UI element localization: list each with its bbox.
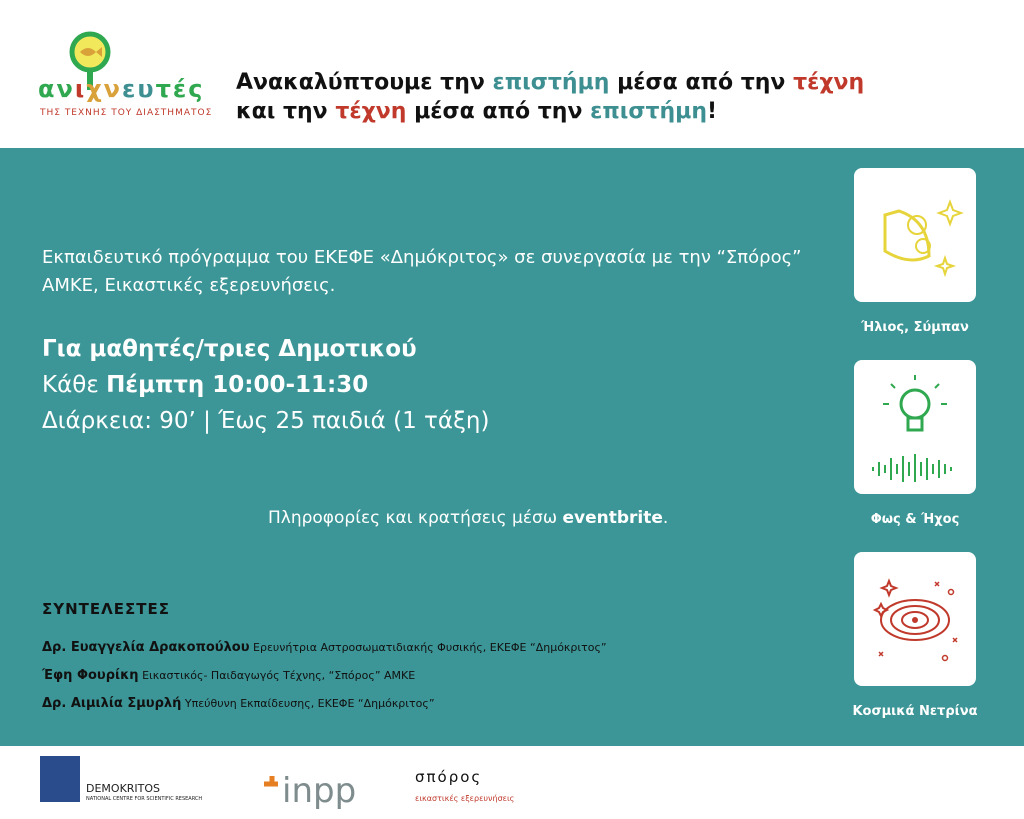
topic-card-sun: [854, 168, 976, 302]
sun-universe-icon: [865, 180, 965, 290]
demokritos-subtitle: NATIONAL CENTRE FOR SCIENTIFIC RESEARCH: [86, 796, 203, 802]
galaxy-icon: [865, 564, 965, 674]
demokritos-name: DEMOKRITOS: [86, 782, 161, 795]
topic-label: Ήλιος, Σύμπαν: [861, 320, 969, 335]
credit-row: Δρ. Ευαγγελία Δρακοπούλου Ερευνήτρια Αστροσωματιδιακής Φυσικής, ΕΚΕΦΕ “Δημόκριτος”: [42, 640, 607, 655]
eventbrite-link[interactable]: eventbrite: [562, 508, 663, 528]
lightbulb-sound-icon: [865, 372, 965, 482]
duration: Διάρκεια: 90’ | Έως 25 παιδιά (1 τάξη): [42, 408, 490, 434]
audience-grade: Για μαθητές/τριες Δημοτικού: [42, 336, 417, 362]
topic-card-light: [854, 360, 976, 494]
tagline: [236, 68, 864, 126]
credits-title: ΣΥΝΤΕΛΕΣΤΕΣ: [42, 600, 170, 618]
inpp-logo-mark: [262, 766, 380, 810]
logo-subtitle: ΤΗΣ ΤΕΧΝΗΣ ΤΟΥ ΔΙΑΣΤΗΜΑΤΟΣ: [40, 108, 213, 118]
inpp-text: inpp: [282, 771, 357, 810]
schedule: Κάθε Πέμπτη 10:00-11:30: [42, 372, 369, 398]
logo-word: ανιχνευτές: [38, 75, 205, 103]
demokritos-logo: [40, 756, 80, 802]
anichneutes-logo: [30, 30, 220, 130]
sporos-subtitle: εικαστικές εξερευνήσεις: [415, 794, 515, 803]
main-panel: [0, 148, 1024, 746]
footer: [0, 746, 1024, 819]
topic-card-neutrino: [854, 552, 976, 686]
tagline-line-2: και την τέχνη μέσα από την επιστήμη!: [236, 99, 718, 124]
booking-info: Πληροφορίες και κρατήσεις μέσω eventbrite.: [268, 508, 669, 528]
topic-label: Φως & Ήχος: [870, 512, 960, 527]
inpp-logo: [262, 766, 380, 814]
header: [0, 0, 1024, 148]
sporos-logo: σπόρος: [415, 768, 483, 786]
credit-row: Έφη Φουρίκη Εικαστικός- Παιδαγωγός Τέχνης, “Σπόρος” ΑΜΚΕ: [42, 668, 416, 683]
credit-row: Δρ. Αιμιλία Σμυρλή Υπεύθυνη Εκπαίδευσης, ΕΚΕΦΕ “Δημόκριτος”: [42, 696, 435, 711]
topic-label: Κοσμικά Νετρίνα: [852, 704, 978, 719]
tagline-line-1: Ανακαλύπτουμε την επιστήμη μέσα από την τέχνη: [236, 70, 865, 95]
program-intro: Εκπαιδευτικό πρόγραμμα του ΕΚΕΦΕ «Δημόκριτος» σε συνεργασία με την “Σπόρος” ΑΜΚΕ, Εικαστικές εξερευνήσεις.: [42, 247, 802, 296]
